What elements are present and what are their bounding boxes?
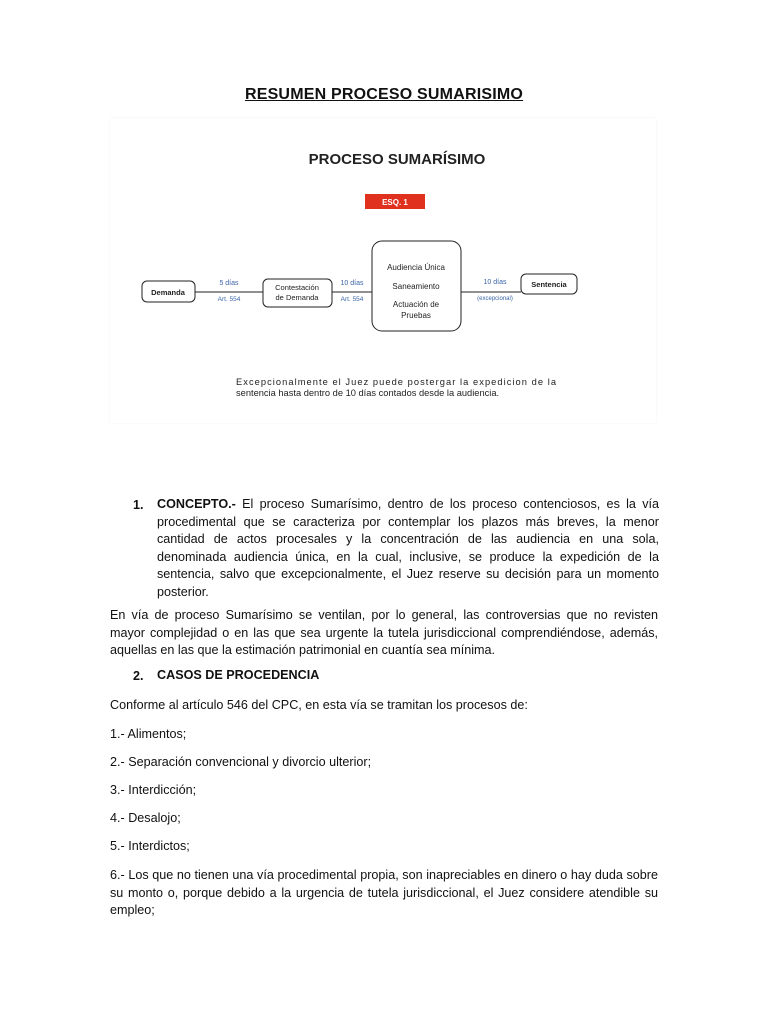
document-title: RESUMEN PROCESO SUMARISIMO (244, 86, 524, 103)
node-sentencia-label: Sentencia (531, 280, 567, 289)
list-item: 5.- Interdictos; (110, 839, 190, 853)
edge1-article: Art. 554 (217, 296, 241, 303)
section1-body (157, 496, 659, 601)
node-audiencia-label-4: Pruebas (401, 311, 431, 320)
node-contestacion-label-1: Contestación (275, 283, 319, 292)
diagram-note-line-2: sentencia hasta dentro de 10 días contados desde la audiencia. (236, 388, 500, 398)
paragraph-controversias: En vía de proceso Sumarísimo se ventilan, por lo general, las controversias que no revisten mayor complejidad o en las que sea urgente la tutela jurisdiccional comprendiéndose, además, aquellas en las que la estimación patrimonial en cuantía sea mínima. (110, 608, 658, 657)
node-audiencia-label-1: Audiencia Única (387, 263, 445, 272)
edge2-days: 10 días (340, 280, 364, 287)
list-item: 3.- Interdicción; (110, 783, 197, 797)
node-audiencia-label-2: Saneamiento (392, 282, 440, 291)
node-contestacion-label-2: de Demanda (275, 293, 319, 302)
process-diagram (110, 118, 656, 423)
edge3-note: (excepcional) (477, 296, 513, 302)
list-item: 6.- Los que no tienen una vía procedimental propia, son inapreciables en dinero o hay duda sobre su monto o, porque debido a la urgencia de tutela jurisdiccional, el Juez considere atendible su empleo; (110, 868, 658, 917)
procedence-intro: Conforme al artículo 546 del CPC, en esta vía se tramitan los procesos de: (110, 698, 528, 712)
list-item: 4.- Desalojo; (110, 811, 181, 825)
section1-number: 1. (133, 498, 144, 512)
edge1-days: 5 días (219, 280, 239, 287)
section2-number: 2. (133, 669, 144, 683)
diagram-note-line-1: Excepcionalmente el Juez puede postergar la expedicion de la (236, 377, 556, 387)
diagram-title: PROCESO SUMARÍSIMO (308, 151, 486, 168)
edge2-article: Art. 554 (340, 296, 364, 303)
node-demanda-label: Demanda (151, 288, 185, 297)
section1-text: El proceso Sumarísimo, dentro de los proceso contenciosos, es la vía procedimental que se caracteriza por contemplar los plazos más breves, la menor cantidad de actos procesales y la concentración de las audiencia en una sola, denominada audiencia única, en la cual, inclusive, se produce la expedición de la sentencia, salvo que excepcionalmente, el Juez reserve su decisión para un momento posterior. (157, 497, 659, 599)
section1-heading: CONCEPTO.- (157, 497, 236, 511)
section2-heading: CASOS DE PROCEDENCIA (157, 668, 320, 682)
list-item: 1.- Alimentos; (110, 727, 187, 741)
esq-badge-label: ESQ. 1 (382, 198, 408, 207)
edge3-days: 10 días (483, 279, 507, 286)
node-audiencia-label-3: Actuación de (392, 300, 440, 309)
list-item: 2.- Separación convencional y divorcio ulterior; (110, 755, 372, 769)
